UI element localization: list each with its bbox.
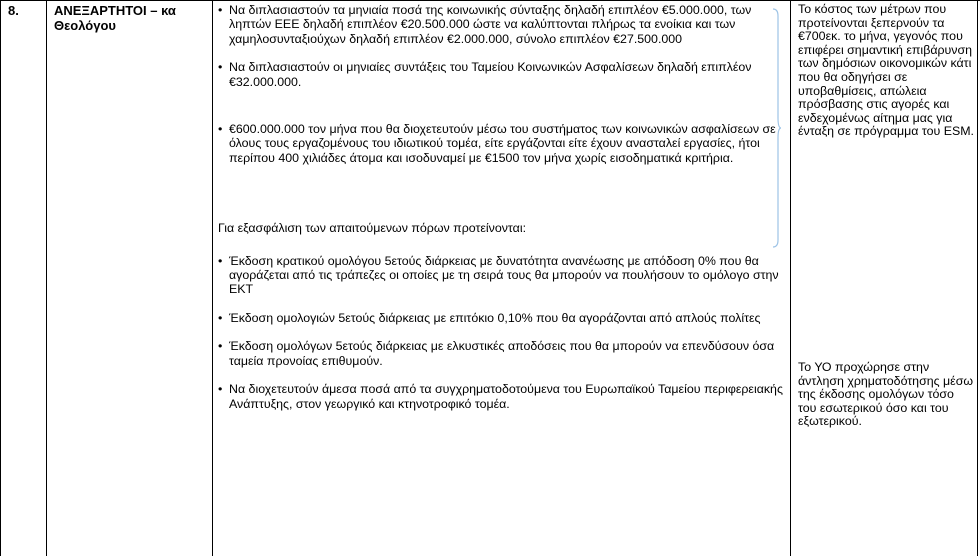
proposal-item: • Να διπλασιαστούν οι μηνιαίες συντάξεις του Ταμείου Κοινωνικών Ασφαλίσεων δηλαδή επιπλέον €32.000.000. [218, 60, 784, 89]
column-border [46, 0, 47, 556]
proposal-item: • Να διπλασιαστούν τα μηνιαία ποσά της κοινωνικής σύνταξης δηλαδή επιπλέον €5.000.000, των ληπτών ΕΕΕ δηλαδή επιπλέον €20.500.000 ώστε να καλύπτονται πλήρως τα ενοίκια και των χαμηλοσυνταξιούχων δηλαδή επιπλέον €2.000.000, σύνολο επιπλέον €27.500.000 [218, 3, 784, 46]
curly-brace [772, 8, 782, 248]
column-border [0, 0, 1, 556]
column-border [977, 0, 978, 556]
table-top-border [0, 0, 980, 1]
column-border [212, 0, 213, 556]
funding-item: • Να διοχετευτούν άμεσα ποσά από τα συγχρηματοδοτούμενα του Ευρωπαϊκού Ταμείου περιφερειακής Ανάπτυξης, στον γεωργικό και κτηνοτροφικό τομέα. [218, 382, 784, 411]
funding-item: • Έκδοση κρατικού ομολόγου 5ετούς διάρκειας με δυνατότητα ανανέωσης με απόδοση 0% που θα αγοράζεται από τις τράπεζες οι οποίες με τη σειρά τους θα μπορούν να πουλήσουν το ομόλογο στην ΕΚΤ [218, 254, 784, 297]
funding-item: • Έκδοση ομολόγων 5ετούς διάρκειας με ελκυστικές αποδόσεις που θα μπορούν να επενδύσουν όσα ταμεία προνοίας επιθυμούν. [218, 339, 784, 368]
funding-heading: Για εξασφάλιση των απαιτούμενων πόρων προτείνονται: [218, 221, 527, 236]
funding-item: • Έκδοση ομολογιών 5ετούς διάρκειας με επιτόκιο 0,10% που θα αγοράζονται από απλούς πολίτες [218, 311, 784, 325]
row-number: 8. [8, 3, 19, 18]
comment-funding: Το ΥΟ προχώρησε στην άντληση χρηματοδότησης μέσω της έκδοσης ομολόγων τόσο του εσωτερικού όσο και του εξωτερικού. [798, 360, 974, 429]
party-name: ΑΝΕΞΑΡΤΗΤΟΙ – κα Θεολόγου [54, 3, 176, 33]
proposals-cell [218, 3, 784, 411]
column-border [790, 0, 791, 556]
proposal-item: • €600.000.000 τον μήνα που θα διοχετευτούν μέσω του συστήματος των κοινωνικών ασφαλίσεων σε όλους τους εργαζομένους του ιδιωτικού τομέα, είτε εργάζονται είτε έχουν ανασταλεί εργασίες, ήτοι περίπου 400 χιλιάδες άτομα και ισοδυναμεί με €1500 τον μήνα χωρίς εισοδηματικά κριτήρια. [218, 122, 784, 165]
comment-cost: Το κόστος των μέτρων που προτείνονται ξεπερνούν τα €700εκ. το μήνα, γεγονός που επιφέρει σημαντική επιβάρυνση των δημόσιων οικονομικών κάτι που θα οδηγήσει σε υποβαθμίσεις, απώλεια πρόσβασης στις αγορές και ενδεχομένως αίτημα μας για ένταξη σε πρόγραμμα του ESM. [798, 2, 974, 139]
